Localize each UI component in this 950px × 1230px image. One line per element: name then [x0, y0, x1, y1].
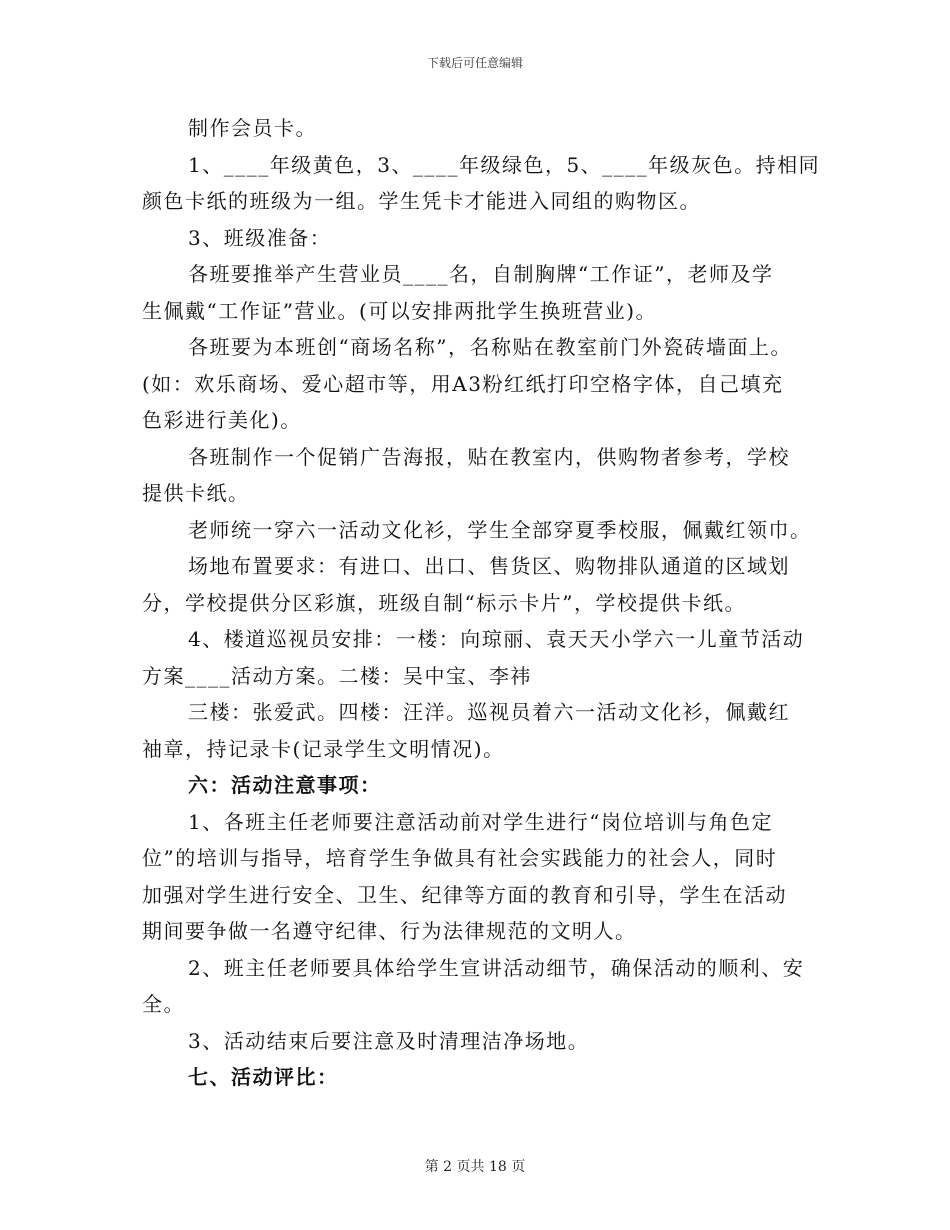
text-line: 场地布置要求：有进口、出口、售货区、购物排队通道的区域划: [188, 554, 790, 578]
text-line: 位”的培训与指导，培育学生争做具有社会实践能力的社会人，同时: [142, 846, 778, 870]
text-line: 各班要为本班创“商场名称”，名称贴在教室前门外瓷砖墙面上。: [188, 335, 792, 359]
text-line: 色彩进行美化)。: [142, 408, 302, 432]
text-line: 袖章，持记录卡(记录学生文明情况)。: [142, 736, 505, 761]
section-heading: 七、活动评比：: [188, 1065, 339, 1089]
text-line: 各班制作一个促销广告海报，贴在教室内，供购物者参考，学校: [188, 444, 790, 469]
text-line: (如：欢乐商场、爱心超市等，用A3粉红纸打印空格字体，自己填充: [142, 371, 784, 396]
text-line: 3、活动结束后要注意及时清理洁净场地。: [188, 1028, 590, 1053]
document-body: [142, 110, 821, 1096]
page-footer: 第 2 页共 18 页: [424, 1159, 526, 1175]
page-header: 下载后可任意编辑: [426, 56, 523, 70]
text-line: 1、各班主任老师要注意活动前对学生进行“岗位培训与角色定: [188, 809, 773, 834]
text-line: 颜色卡纸的班级为一组。学生凭卡才能进入同组的购物区。: [142, 189, 701, 213]
text-line: 老师统一穿六一活动文化衫，学生全部穿夏季校服，佩戴红领巾。: [188, 517, 812, 542]
text-line: 4、楼道巡视员安排：一楼：向琼丽、袁天天小学六一儿童节活动: [188, 627, 805, 651]
text-line: 三楼：张爱武。四楼：汪洋。巡视员着六一活动文化衫，佩戴红: [188, 700, 790, 724]
text-line: 方案____活动方案。二楼：吴中宝、李祎: [142, 663, 532, 688]
text-line: 生佩戴“工作证”营业。(可以安排两批学生换班营业)。: [142, 298, 658, 323]
text-line: 制作会员卡。: [188, 116, 317, 140]
text-line: 各班要推举产生营业员____名，自制胸牌“工作证”，老师及学: [188, 262, 774, 286]
text-line: 1、____年级黄色，3、____年级绿色，5、____年级灰色。持相同: [188, 152, 821, 177]
text-line: 3、班级准备：: [188, 225, 332, 250]
text-line: 2、班主任老师要具体给学生宣讲活动细节，确保活动的顺利、安: [188, 955, 805, 980]
text-line: 加强对学生进行安全、卫生、纪律等方面的教育和引导，学生在活动: [142, 882, 787, 907]
text-line: 分，学校提供分区彩旗，班级自制“标示卡片”，学校提供卡纸。: [142, 590, 746, 615]
section-heading: 六：活动注意事项：: [188, 773, 382, 797]
text-line: 期间要争做一名遵守纪律、行为法律规范的文明人。: [142, 919, 637, 943]
text-line: 全。: [142, 992, 185, 1016]
text-line: 提供卡纸。: [142, 481, 250, 505]
